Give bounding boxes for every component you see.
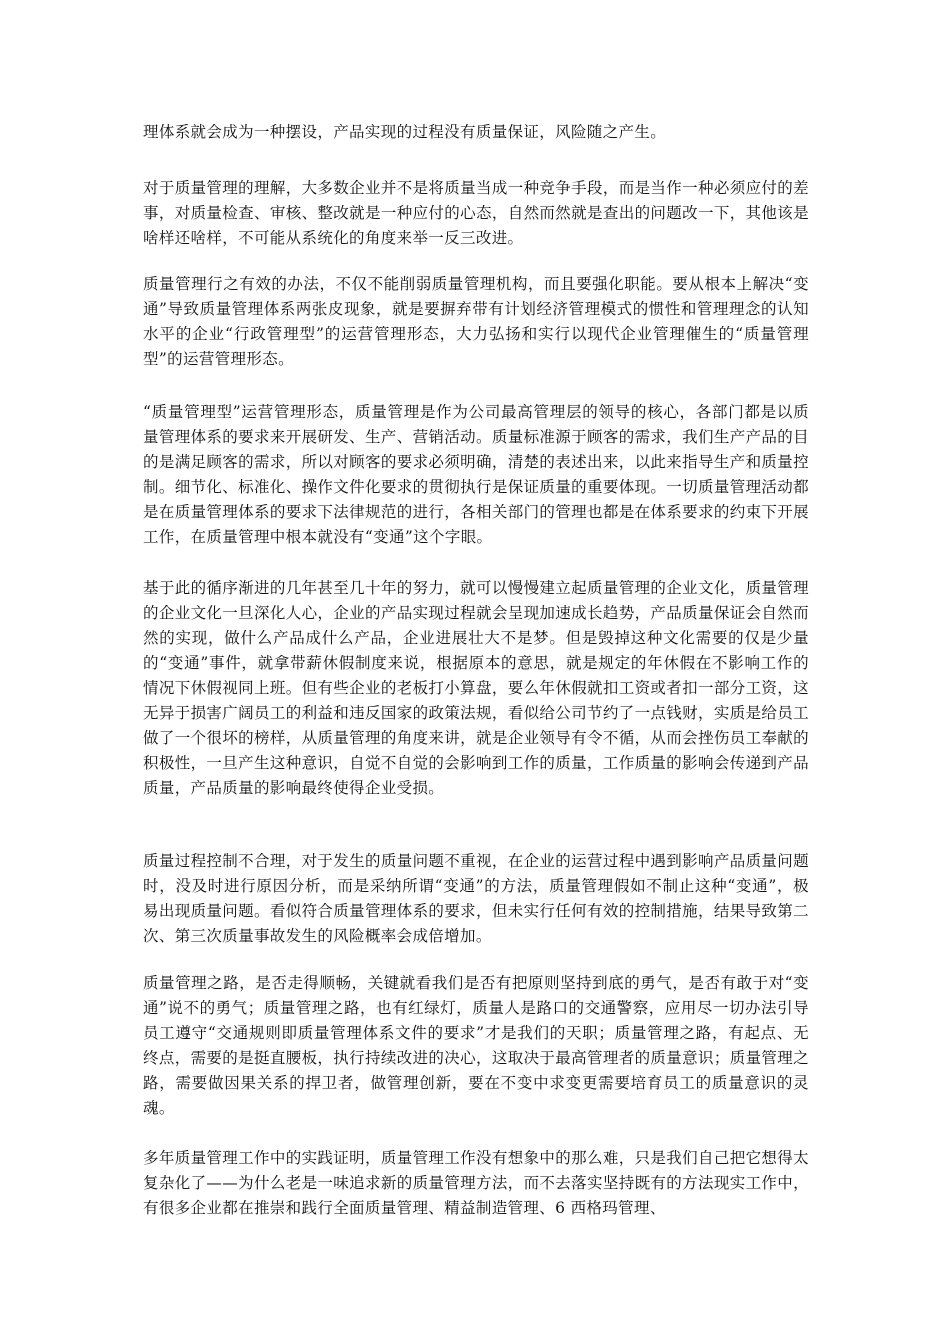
paragraph-1: 理体系就会成为一种摆设，产品实现的过程没有质量保证，风险随之产生。 (143, 123, 667, 141)
paragraph-8: 多年质量管理工作中的实践证明，质量管理工作没有想象中的那么难，只是我们自己把它想得太复杂化了——为什么老是一味追求新的质量管理方法，而不去落实坚持既有的方法现实工作中，有很多企业都在推崇和践行全面质量管理、精益制造管理、6 西格玛管理、 (143, 1149, 809, 1217)
paragraph-4: “质量管理型”运营管理形态，质量管理是作为公司最高管理层的领导的核心，各部门都是以质量管理体系的要求来开展研发、生产、营销活动。质量标准源于顾客的需求，我们生产产品的目的是满足顾客的需求，所以对顾客的要求必须明确，清楚的表述出来，以此来指导生产和质量控制。细节化、标准化、操作文件化要求的贯彻执行是保证质量的重要体现。一切质量管理活动都是在质量管理体系的要求下法律规范的进行，各相关部门的管理也都是在体系要求的约束下开展工作，在质量管理中根本就没有“变通”这个字眼。 (143, 403, 809, 546)
paragraph-3: 质量管理行之有效的办法，不仅不能削弱质量管理机构，而且要强化职能。要从根本上解决“变通”导致质量管理体系两张皮现象，就是要摒弃带有计划经济管理模式的惯性和管理理念的认知水平的企业“行政管理型”的运营管理形态，大力弘扬和实行以现代企业管理催生的“质量管理型”的运营管理形态。 (143, 275, 809, 368)
paragraph-2: 对于质量管理的理解，大多数企业并不是将质量当成一种竞争手段，而是当作一种必须应付的差事，对质量检查、审核、整改就是一种应付的心态，自然而然就是查出的问题改一下，其他该是啥样还啥样，不可能从系统化的角度来举一反三改进。 (143, 179, 809, 247)
paragraph-5: 基于此的循序渐进的几年甚至几十年的努力，就可以慢慢建立起质量管理的企业文化，质量管理的企业文化一旦深化人心，企业的产品实现过程就会呈现加速成长趋势，产品质量保证会自然而然的实现，做什么产品成什么产品，企业进展壮大不是梦。但是毁掉这种文化需要的仅是少量的“变通”事件，就拿带薪休假制度来说，根据原本的意思，就是规定的年休假在不影响工作的情况下休假视同上班。但有些企业的老板打小算盘，要么年休假就扣工资或者扣一部分工资，这无异于损害广阔员工的利益和违反国家的政策法规，看似给公司节约了一点钱财，实质是给员工做了一个很坏的榜样，从质量管理的角度来讲，就是企业领导有令不循，从而会挫伤员工奉献的积极性，一旦产生这种意识，自觉不自觉的会影响到工作的质量，工作质量的影响会传递到产品质量，产品质量的影响最终使得企业受损。 (143, 579, 809, 797)
paragraph-7: 质量管理之路，是否走得顺畅，关键就看我们是否有把原则坚持到底的勇气，是否有敢于对“变通”说不的勇气；质量管理之路，也有红绿灯，质量人是路口的交通警察，应用尽一切办法引导员工遵守“交通规则即质量管理体系文件的要求”才是我们的天职；质量管理之路，有起点、无终点，需要的是挺直腰板，执行持续改进的决心，这取决于最高管理者的质量意识；质量管理之路，需要做因果关系的捍卫者，做管理创新，要在不变中求变更需要培育员工的质量意识的灵魂。 (143, 974, 809, 1117)
paragraph-6: 质量过程控制不合理，对于发生的质量问题不重视，在企业的运营过程中遇到影响产品质量问题时，没及时进行原因分析，而是采纳所谓“变通”的方法，质量管理假如不制止这种“变通”，极易出现质量问题。看似符合质量管理体系的要求，但未实行任何有效的控制措施，结果导致第二次、第三次质量事故发生的风险概率会成倍增加。 (143, 852, 809, 945)
